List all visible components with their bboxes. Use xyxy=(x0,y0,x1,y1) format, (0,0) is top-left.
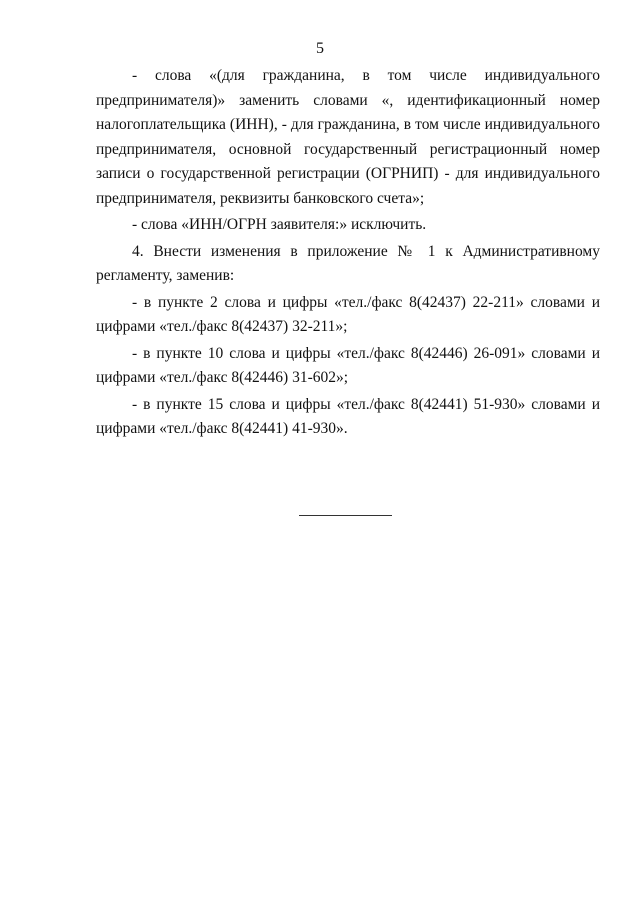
paragraph-amend-appendix-1: 4. Внести изменения в приложение № 1 к Административному регламенту, заменив: xyxy=(96,242,600,284)
paragraph-item-10-phone: - в пункте 10 слова и цифры «тел./факс 8(42446) 26-091» словами и цифрами «тел./факс 8(42446) 31-602»; xyxy=(96,344,600,386)
closing-divider xyxy=(299,515,392,516)
paragraph-item-15-phone: - в пункте 15 слова и цифры «тел./факс 8(42441) 51-930» словами и цифрами «тел./факс 8(42441) 41-930». xyxy=(96,395,600,437)
paragraph-exclude-inn-ogrn: - слова «ИНН/ОГРН заявителя:» исключить. xyxy=(132,216,427,233)
document-body xyxy=(96,64,600,444)
page-number: 5 xyxy=(316,40,324,57)
paragraph-replace-citizen-words: - слова «(для гражданина, в том числе индивидуального предпринимателя)» заменить словами «, идентификационный номер налогоплательщика (ИНН), - для гражданина, в том числе индивидуального предпринимателя, основной государственный регистрационный номер записи о государственной регистрации (ОГРНИП) - для индивидуального предпринимателя, реквизиты банковского счета»; xyxy=(96,67,600,207)
paragraph-item-2-phone: - в пункте 2 слова и цифры «тел./факс 8(42437) 22-211» словами и цифрами «тел./факс 8(42437) 32-211»; xyxy=(96,293,600,335)
